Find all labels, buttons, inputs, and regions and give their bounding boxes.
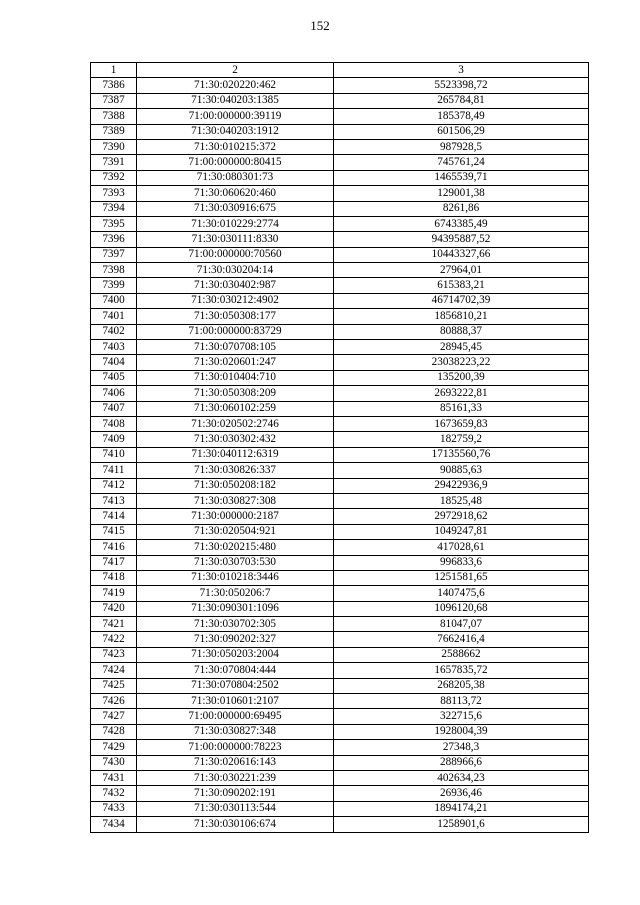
table-row: [91, 124, 589, 139]
table-row: [91, 570, 589, 585]
row-number-cell: 7393: [91, 186, 137, 201]
table-row: [91, 478, 589, 493]
value-cell: 417028,61: [334, 540, 589, 555]
cadastral-number-cell: 71:30:010218:3446: [137, 570, 334, 585]
row-number-cell: 7417: [91, 555, 137, 570]
row-number-cell: 7409: [91, 432, 137, 447]
cadastral-number-cell: 71:30:030106:674: [137, 817, 334, 832]
cadastral-number-cell: 71:30:020616:143: [137, 755, 334, 770]
cadastral-number-cell: 71:30:050206:7: [137, 586, 334, 601]
row-number-cell: 7390: [91, 139, 137, 154]
table-row: [91, 509, 589, 524]
row-number-cell: 7414: [91, 509, 137, 524]
table-row: [91, 678, 589, 693]
cadastral-number-cell: 71:30:010601:2107: [137, 694, 334, 709]
value-cell: 1894174,21: [334, 801, 589, 816]
cadastral-number-cell: 71:30:090202:327: [137, 632, 334, 647]
table-row: [91, 694, 589, 709]
cadastral-number-cell: 71:30:030826:337: [137, 463, 334, 478]
cadastral-number-cell: 71:30:010229:2774: [137, 216, 334, 231]
row-number-cell: 7424: [91, 663, 137, 678]
table-row: [91, 632, 589, 647]
table-row: [91, 432, 589, 447]
cadastral-number-cell: 71:30:050203:2004: [137, 647, 334, 662]
cadastral-number-cell: 71:30:030111:8330: [137, 232, 334, 247]
cadastral-number-cell: 71:30:040112:6319: [137, 447, 334, 462]
row-number-cell: 7391: [91, 155, 137, 170]
value-cell: 2693222,81: [334, 386, 589, 401]
value-cell: 90885,63: [334, 463, 589, 478]
row-number-cell: 7413: [91, 493, 137, 508]
row-number-cell: 7411: [91, 463, 137, 478]
table-row: [91, 709, 589, 724]
value-cell: 135200,39: [334, 370, 589, 385]
cadastral-number-cell: 71:30:040203:1385: [137, 93, 334, 108]
table-row: [91, 663, 589, 678]
table-row: [91, 78, 589, 93]
value-cell: 402634,23: [334, 770, 589, 785]
value-cell: 1407475,6: [334, 586, 589, 601]
row-number-cell: 7389: [91, 124, 137, 139]
row-number-cell: 7428: [91, 724, 137, 739]
value-cell: 1856810,21: [334, 309, 589, 324]
cadastral-number-cell: 71:30:030402:987: [137, 278, 334, 293]
row-number-cell: 7407: [91, 401, 137, 416]
cadastral-number-cell: 71:30:050308:177: [137, 309, 334, 324]
row-number-cell: 7387: [91, 93, 137, 108]
cadastral-number-cell: 71:00:000000:83729: [137, 324, 334, 339]
row-number-cell: 7399: [91, 278, 137, 293]
value-cell: 322715,6: [334, 709, 589, 724]
row-number-cell: 7412: [91, 478, 137, 493]
table-row: [91, 555, 589, 570]
row-number-cell: 7430: [91, 755, 137, 770]
table-header: [91, 63, 589, 78]
value-cell: 2972918,62: [334, 509, 589, 524]
cadastral-number-cell: 71:30:020504:921: [137, 524, 334, 539]
cadastral-number-cell: 71:30:010215:372: [137, 139, 334, 154]
table-row: [91, 186, 589, 201]
value-cell: 17135560,76: [334, 447, 589, 462]
value-cell: 26936,46: [334, 786, 589, 801]
cadastral-number-cell: 71:30:070708:105: [137, 340, 334, 355]
cadastral-number-cell: 71:30:030204:14: [137, 263, 334, 278]
cadastral-number-cell: 71:30:010404:710: [137, 370, 334, 385]
table-row: [91, 278, 589, 293]
table-row: [91, 340, 589, 355]
value-cell: 1928004,39: [334, 724, 589, 739]
value-cell: 268205,38: [334, 678, 589, 693]
value-cell: 129001,38: [334, 186, 589, 201]
row-number-cell: 7401: [91, 309, 137, 324]
table-row: [91, 493, 589, 508]
cadastral-number-cell: 71:30:030221:239: [137, 770, 334, 785]
row-number-cell: 7421: [91, 617, 137, 632]
cadastral-number-cell: 71:00:000000:39119: [137, 109, 334, 124]
table-row: [91, 247, 589, 262]
cadastral-number-cell: 71:00:000000:78223: [137, 740, 334, 755]
value-cell: 601506,29: [334, 124, 589, 139]
value-cell: 8261,86: [334, 201, 589, 216]
row-number-cell: 7427: [91, 709, 137, 724]
value-cell: 80888,37: [334, 324, 589, 339]
table-row: [91, 586, 589, 601]
table-row: [91, 155, 589, 170]
row-number-cell: 7425: [91, 678, 137, 693]
table-row: [91, 216, 589, 231]
row-number-cell: 7402: [91, 324, 137, 339]
value-cell: 265784,81: [334, 93, 589, 108]
table-row: [91, 386, 589, 401]
table-row: [91, 309, 589, 324]
row-number-cell: 7394: [91, 201, 137, 216]
value-cell: 6743385,49: [334, 216, 589, 231]
value-cell: 46714702,39: [334, 293, 589, 308]
value-cell: 28945,45: [334, 340, 589, 355]
table-row: [91, 324, 589, 339]
column-header-1: 1: [91, 63, 137, 78]
row-number-cell: 7398: [91, 263, 137, 278]
cadastral-number-cell: 71:30:060102:259: [137, 401, 334, 416]
cadastral-number-cell: 71:30:060620:460: [137, 186, 334, 201]
value-cell: 745761,24: [334, 155, 589, 170]
cadastral-number-cell: 71:30:090301:1096: [137, 601, 334, 616]
cadastral-number-cell: 71:30:020601:247: [137, 355, 334, 370]
table-row: [91, 647, 589, 662]
column-header-2: 2: [137, 63, 334, 78]
row-number-cell: 7433: [91, 801, 137, 816]
table-row: [91, 416, 589, 431]
table-row: [91, 355, 589, 370]
row-number-cell: 7429: [91, 740, 137, 755]
table-row: [91, 401, 589, 416]
row-number-cell: 7386: [91, 78, 137, 93]
cadastral-number-cell: 71:30:030916:675: [137, 201, 334, 216]
value-cell: 182759,2: [334, 432, 589, 447]
cadastral-number-cell: 71:30:030827:308: [137, 493, 334, 508]
cadastral-number-cell: 71:00:000000:70560: [137, 247, 334, 262]
cadastral-number-cell: 71:30:050208:182: [137, 478, 334, 493]
cadastral-number-cell: 71:30:070804:444: [137, 663, 334, 678]
cadastral-number-cell: 71:30:040203:1912: [137, 124, 334, 139]
table-row: [91, 201, 589, 216]
value-cell: 615383,21: [334, 278, 589, 293]
page-number: 152: [310, 18, 330, 33]
table-row: [91, 770, 589, 785]
cadastral-number-cell: 71:30:090202:191: [137, 786, 334, 801]
row-number-cell: 7426: [91, 694, 137, 709]
table-row: [91, 463, 589, 478]
row-number-cell: 7408: [91, 416, 137, 431]
value-cell: 1657835,72: [334, 663, 589, 678]
row-number-cell: 7434: [91, 817, 137, 832]
table-row: [91, 724, 589, 739]
cadastral-number-cell: 71:30:030212:4902: [137, 293, 334, 308]
row-number-cell: 7396: [91, 232, 137, 247]
table-row: [91, 263, 589, 278]
row-number-cell: 7410: [91, 447, 137, 462]
value-cell: 1465539,71: [334, 170, 589, 185]
value-cell: 1258901,6: [334, 817, 589, 832]
value-cell: 23038223,22: [334, 355, 589, 370]
cadastral-number-cell: 71:30:050308:209: [137, 386, 334, 401]
value-cell: 94395887,52: [334, 232, 589, 247]
value-cell: 81047,07: [334, 617, 589, 632]
value-cell: 996833,6: [334, 555, 589, 570]
cadastral-number-cell: 71:30:000000:2187: [137, 509, 334, 524]
cadastral-number-cell: 71:30:030827:348: [137, 724, 334, 739]
value-cell: 88113,72: [334, 694, 589, 709]
cadastral-number-cell: 71:30:020220:462: [137, 78, 334, 93]
row-number-cell: 7392: [91, 170, 137, 185]
table-row: [91, 139, 589, 154]
row-number-cell: 7405: [91, 370, 137, 385]
row-number-cell: 7395: [91, 216, 137, 231]
value-cell: 27964,01: [334, 263, 589, 278]
cadastral-number-cell: 71:00:000000:80415: [137, 155, 334, 170]
cadastral-number-cell: 71:30:020502:2746: [137, 416, 334, 431]
value-cell: 7662416,4: [334, 632, 589, 647]
value-cell: 85161,33: [334, 401, 589, 416]
table-body: [91, 78, 589, 832]
data-table: [90, 62, 589, 833]
value-cell: 288966,6: [334, 755, 589, 770]
row-number-cell: 7416: [91, 540, 137, 555]
table-row: [91, 817, 589, 832]
table-row: [91, 524, 589, 539]
row-number-cell: 7420: [91, 601, 137, 616]
value-cell: 5523398,72: [334, 78, 589, 93]
table-row: [91, 293, 589, 308]
row-number-cell: 7406: [91, 386, 137, 401]
value-cell: 1251581,65: [334, 570, 589, 585]
table-row: [91, 232, 589, 247]
cadastral-number-cell: 71:30:030703:530: [137, 555, 334, 570]
cadastral-number-cell: 71:30:070804:2502: [137, 678, 334, 693]
row-number-cell: 7432: [91, 786, 137, 801]
table-row: [91, 740, 589, 755]
table-row: [91, 93, 589, 108]
table-row: [91, 617, 589, 632]
value-cell: 27348,3: [334, 740, 589, 755]
table-row: [91, 601, 589, 616]
row-number-cell: 7422: [91, 632, 137, 647]
row-number-cell: 7403: [91, 340, 137, 355]
row-number-cell: 7415: [91, 524, 137, 539]
value-cell: 987928,5: [334, 139, 589, 154]
value-cell: 1096120,68: [334, 601, 589, 616]
table-row: [91, 447, 589, 462]
value-cell: 185378,49: [334, 109, 589, 124]
cadastral-number-cell: 71:30:030302:432: [137, 432, 334, 447]
value-cell: 18525,48: [334, 493, 589, 508]
table-row: [91, 755, 589, 770]
row-number-cell: 7423: [91, 647, 137, 662]
table-row: [91, 801, 589, 816]
column-header-3: 3: [334, 63, 589, 78]
header-row: [91, 63, 589, 78]
table-row: [91, 109, 589, 124]
value-cell: 2588662: [334, 647, 589, 662]
row-number-cell: 7431: [91, 770, 137, 785]
value-cell: 29422936,9: [334, 478, 589, 493]
row-number-cell: 7404: [91, 355, 137, 370]
table-row: [91, 370, 589, 385]
value-cell: 1673659,83: [334, 416, 589, 431]
row-number-cell: 7388: [91, 109, 137, 124]
row-number-cell: 7397: [91, 247, 137, 262]
cadastral-number-cell: 71:00:000000:69495: [137, 709, 334, 724]
row-number-cell: 7419: [91, 586, 137, 601]
cadastral-number-cell: 71:30:030113:544: [137, 801, 334, 816]
value-cell: 10443327,66: [334, 247, 589, 262]
row-number-cell: 7400: [91, 293, 137, 308]
cadastral-number-cell: 71:30:080301:73: [137, 170, 334, 185]
value-cell: 1049247,81: [334, 524, 589, 539]
table-row: [91, 786, 589, 801]
row-number-cell: 7418: [91, 570, 137, 585]
cadastral-number-cell: 71:30:030702:305: [137, 617, 334, 632]
table-row: [91, 170, 589, 185]
cadastral-number-cell: 71:30:020215:480: [137, 540, 334, 555]
table-row: [91, 540, 589, 555]
